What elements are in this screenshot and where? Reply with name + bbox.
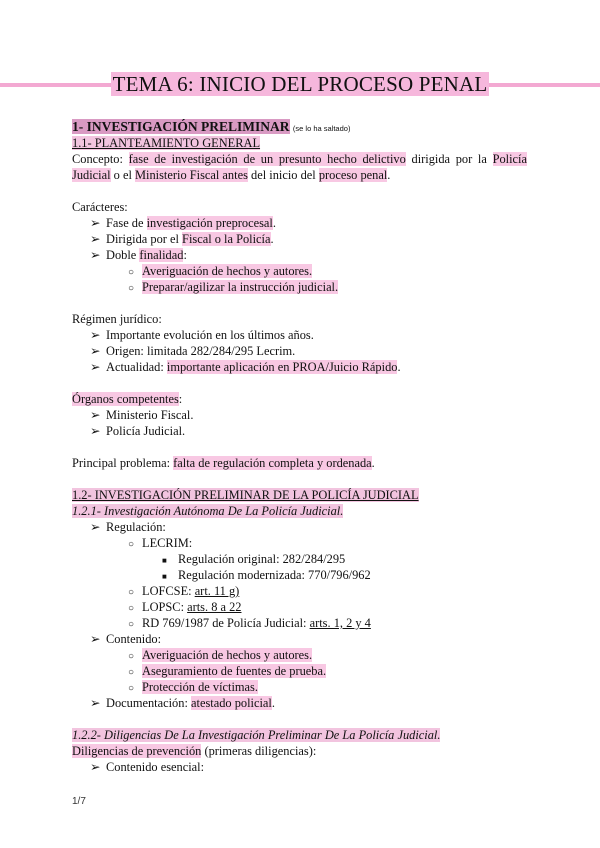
sub-list-item: ○ LECRIM: [128,536,193,550]
circle-bullet-icon: ○ [128,603,135,614]
arrow-bullet-icon: ➢ [90,760,101,774]
list-item: ➢ Origen: limitada 282/284/295 Lecrim. [90,344,296,358]
sub-sub-list-item: ■ Regulación modernizada: 770/796/962 [162,568,371,582]
sub-list-item: ○ LOPSC: arts. 8 a 22 [128,600,242,614]
arrow-bullet-icon: ➢ [90,520,101,534]
sub-list-item: ○ Averiguación de hechos y autores. [128,264,313,278]
list-item: ➢ Documentación: atestado policial. [90,696,275,710]
circle-bullet-icon: ○ [128,683,135,694]
arrow-bullet-icon: ➢ [90,408,101,422]
section-1-heading: 1- INVESTIGACIÓN PRELIMINAR (se lo ha saltado) [72,119,351,134]
section-1-2-heading: 1.2- INVESTIGACIÓN PRELIMINAR DE LA POLICÍA JUDICIAL [72,488,419,502]
arrow-bullet-icon: ➢ [90,424,101,438]
diligencias-prevencion: Diligencias de prevención (primeras diligencias): [72,744,317,758]
list-item: ➢ Policía Judicial. [90,424,186,438]
arrow-bullet-icon: ➢ [90,232,101,246]
square-bullet-icon: ■ [162,556,167,565]
arrow-bullet-icon: ➢ [90,344,101,358]
list-item: ➢ Actualidad: importante aplicación en PROA/Juicio Rápido. [90,360,401,374]
sub-list-item: ○ Aseguramiento de fuentes de prueba. [128,664,327,678]
caracteres-label: Carácteres: [72,200,128,214]
list-item: ➢ Ministerio Fiscal. [90,408,194,422]
concepto-line-1: Concepto: fase de investigación de un presunto hecho delictivo dirigida por la Policía [72,152,527,166]
arrow-bullet-icon: ➢ [90,328,101,342]
list-item: ➢ Regulación: [90,520,166,534]
circle-bullet-icon: ○ [128,267,135,278]
sub-list-item: ○ Preparar/agilizar la instrucción judicial. [128,280,339,294]
arrow-bullet-icon: ➢ [90,696,101,710]
section-1-2-1-heading: 1.2.1- Investigación Autónoma De La Policía Judicial. [72,504,344,518]
sub-list-item: ○ RD 769/1987 de Policía Judicial: arts. 1, 2 y 4 [128,616,371,630]
arrow-bullet-icon: ➢ [90,216,101,230]
circle-bullet-icon: ○ [128,283,135,294]
arrow-bullet-icon: ➢ [90,360,101,374]
concepto-line-2: Judicial o el Ministerio Fiscal antes del inicio del proceso penal. [72,168,391,182]
page-title: TEMA 6: INICIO DEL PROCESO PENAL [112,72,488,96]
list-item: ➢ Fase de investigación preprocesal. [90,216,276,230]
section-1-note: (se lo ha saltado) [292,124,351,133]
sub-sub-list-item: ■ Regulación original: 282/284/295 [162,552,346,566]
circle-bullet-icon: ○ [128,619,135,630]
principal-problema: Principal problema: falta de regulación completa y ordenada. [72,456,375,470]
sub-list-item: ○ Protección de víctimas. [128,680,258,694]
circle-bullet-icon: ○ [128,539,135,550]
section-1-2-2-heading: 1.2.2- Diligencias De La Investigación Preliminar De La Policía Judicial. [72,728,441,742]
list-item: ➢ Doble finalidad: [90,248,187,262]
list-item: ➢ Contenido: [90,632,162,646]
list-item: ➢ Contenido esencial: [90,760,205,774]
sub-list-item: ○ Averiguación de hechos y autores. [128,648,313,662]
circle-bullet-icon: ○ [128,651,135,662]
sub-list-item: ○ LOFCSE: art. 11 g) [128,584,240,598]
circle-bullet-icon: ○ [128,667,135,678]
regimen-label: Régimen jurídico: [72,312,162,326]
list-item: ➢ Dirigida por el Fiscal o la Policía. [90,232,274,246]
arrow-bullet-icon: ➢ [90,248,101,262]
organos-label: Órganos competentes: [72,392,183,406]
page-number: 1/7 [72,796,86,807]
arrow-bullet-icon: ➢ [90,632,101,646]
square-bullet-icon: ■ [162,572,167,581]
section-1-1-heading: 1.1- PLANTEAMIENTO GENERAL [72,136,261,150]
list-item: ➢ Importante evolución en los últimos años. [90,328,314,342]
circle-bullet-icon: ○ [128,587,135,598]
